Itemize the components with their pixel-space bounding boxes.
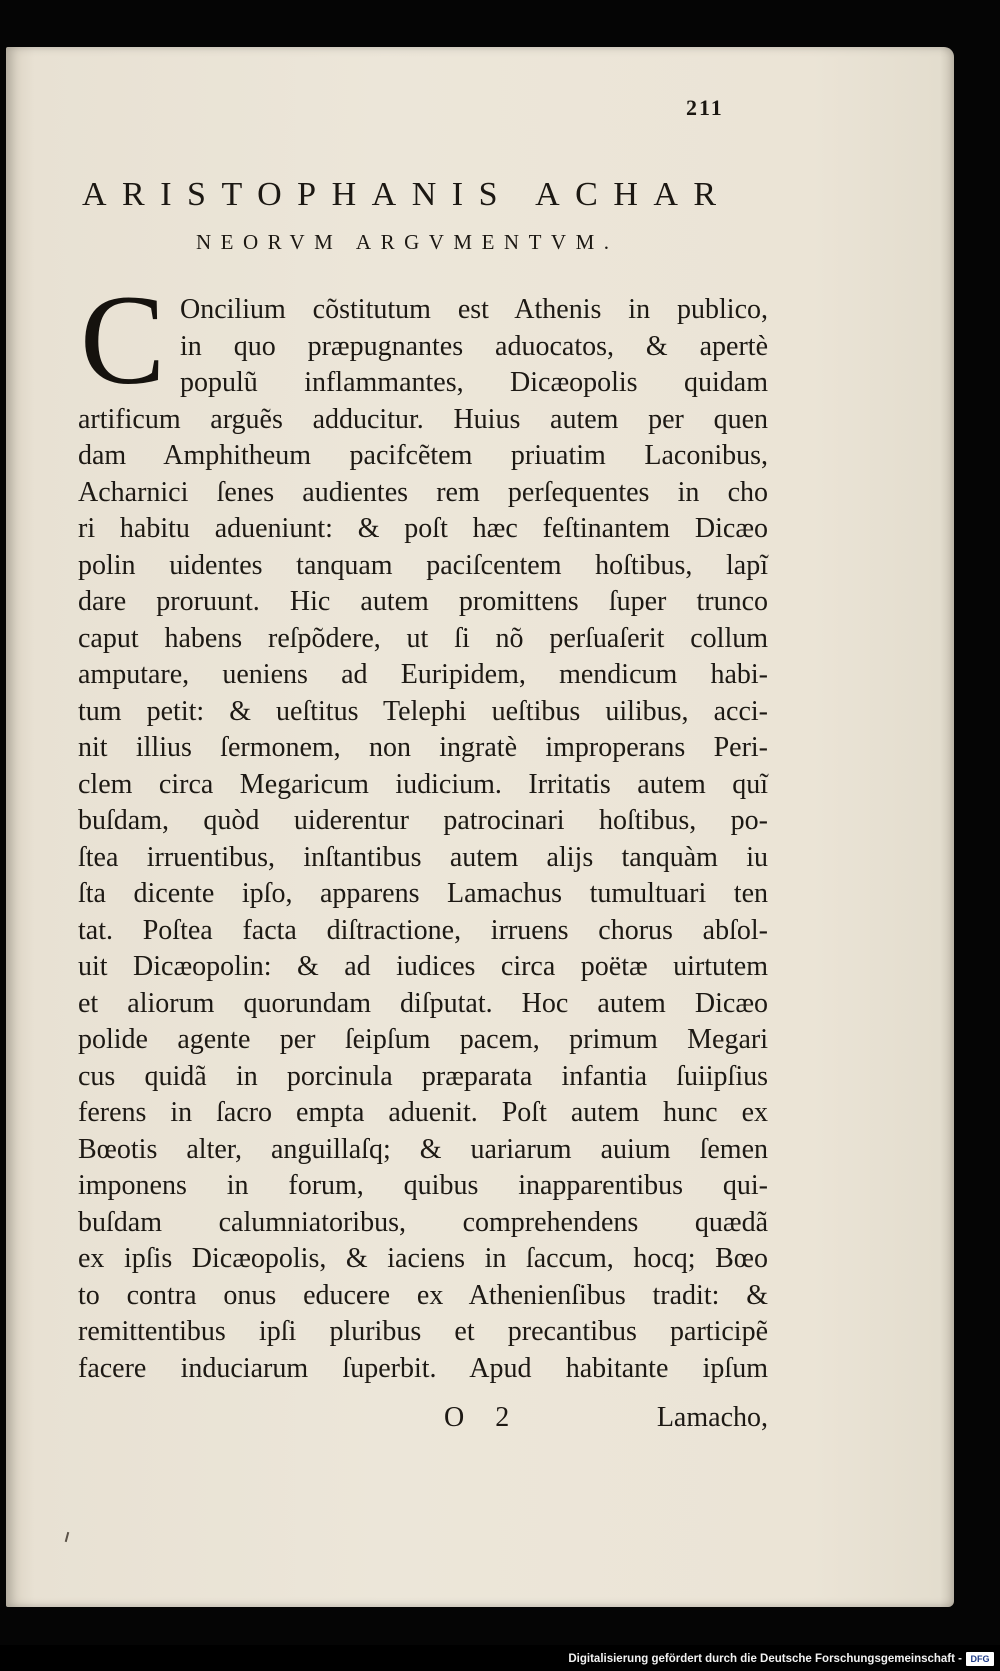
- signature-mark: O 2: [444, 1402, 522, 1433]
- text-line: uit Dicæopolin: & ad iudices circa poëtæ uirtutem: [78, 951, 768, 982]
- text-line: dam Amphitheum pacifcẽtem priuatim Laconibus,: [78, 440, 768, 471]
- text-line: populũ inflammantes, Dicæopolis quidam: [180, 367, 768, 398]
- text-line: dare proruunt. Hic autem promittens ſuper trunco: [78, 586, 768, 617]
- catchword: Lamacho,: [656, 1402, 768, 1433]
- text-line: tat. Poſtea facta diſtractione, irruens chorus abſol-: [78, 914, 768, 946]
- page-foot-row: [78, 1402, 768, 1438]
- text-line: ſta dicente ipſo, apparens Lamachus tumultuari ten: [78, 878, 768, 909]
- text-line: ſtea irruentibus, inſtantibus autem alijs tanquàm iu: [78, 841, 768, 873]
- footer-bar: [0, 1645, 1000, 1671]
- funding-credit: Digitalisierung gefördert durch die Deutsche Forschungsgemeinschaft -: [568, 1653, 962, 1665]
- text-line: nit illius ſermonem, non ingratè improperans Peri-: [78, 732, 768, 763]
- text-line: to contra onus educere ex Athenienſibus tradit: &: [78, 1279, 768, 1311]
- page-edge-shadow: [940, 47, 954, 1607]
- text-line: buſdam calumniatoribus, comprehendens quædã: [78, 1206, 768, 1238]
- text-line: Oncilium cõstitutum est Athenis in publico,: [180, 294, 768, 325]
- text-line: ex ipſis Dicæopolis, & iaciens in ſaccum, hocq; Bœo: [78, 1243, 768, 1274]
- text-line: in quo præpugnantes aduocatos, & apertè: [180, 330, 768, 362]
- text-line: ferens in ſacro empta aduenit. Poſt autem hunc ex: [78, 1097, 768, 1128]
- text-line: remittentibus ipſi pluribus et precantibus participẽ: [78, 1316, 768, 1347]
- text-line: amputare, ueniens ad Euripidem, mendicum habi-: [78, 659, 768, 690]
- text-line: tum petit: & ueſtitus Telephi ueſtibus uilibus, acci-: [78, 695, 768, 727]
- drop-cap-initial: C: [80, 269, 166, 411]
- text-line: clem circa Megaricum iudicium. Irritatis autem quĩ: [78, 768, 768, 800]
- text-line: facere induciarum ſuperbit. Apud habitante ipſum: [78, 1352, 768, 1384]
- text-line: imponens in forum, quibus inapparentibus qui-: [78, 1170, 768, 1201]
- argument-body-text: [78, 269, 768, 1387]
- text-line: caput habens reſpõdere, ut ſi nõ perſuaſerit collum: [78, 622, 768, 654]
- dfg-logo-icon: DFG: [966, 1652, 994, 1666]
- text-line: et aliorum quorundam diſputat. Hoc autem Dicæo: [78, 987, 768, 1019]
- text-line: polide agente per ſeipſum pacem, primum Megari: [78, 1024, 768, 1055]
- page-title-line-2: NEORVM ARGVMENTVM.: [196, 230, 619, 254]
- page-number: 211: [686, 95, 724, 120]
- page-title-line-1: ARISTOPHANIS ACHAR: [82, 176, 732, 213]
- text-line: polin uidentes tanquam paciſcentem hoſtibus, lapĩ: [78, 549, 768, 581]
- text-line: Acharnici ſenes audientes rem perſequentes in cho: [78, 476, 768, 508]
- text-line: ri habitu adueniunt: & poſt hæc feſtinantem Dicæo: [78, 513, 768, 544]
- text-line: Bœotis alter, anguillaſq; & uariarum auium ſemen: [78, 1133, 768, 1165]
- text-line: buſdam, quòd uiderentur patrocinari hoſtibus, po-: [78, 805, 768, 836]
- text-line: cus quidã in porcinula præparata infantia ſuiipſius: [78, 1060, 768, 1092]
- text-line: artificum arguẽs adducitur. Huius autem per quen: [78, 403, 768, 435]
